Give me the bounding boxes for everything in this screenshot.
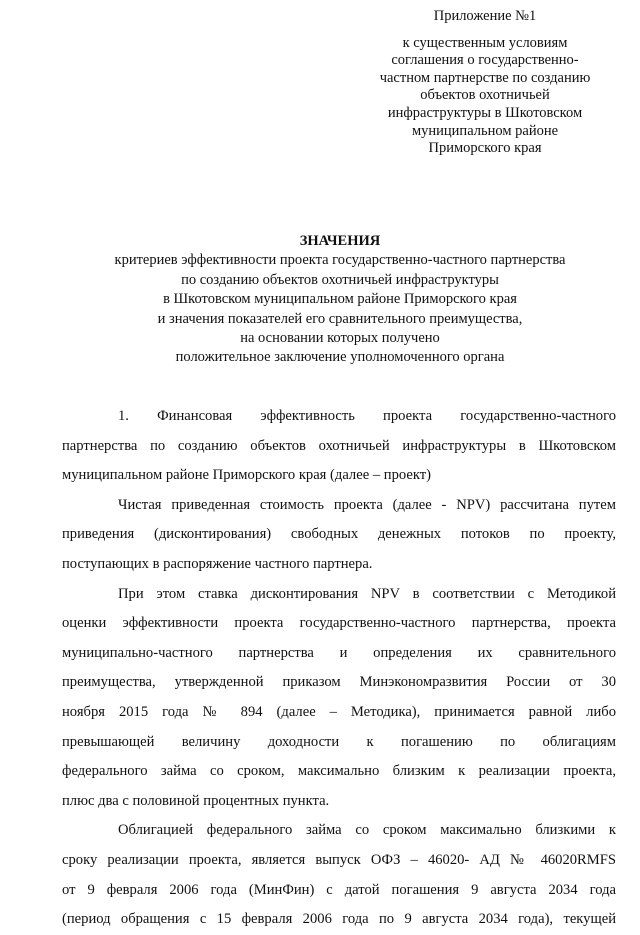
text-line: 1. Финансовая эффективность проекта государственно-частного xyxy=(118,408,616,424)
appendix-line: Приморского края xyxy=(428,140,542,157)
title-line: по созданию объектов охотничьей инфраструктуры xyxy=(181,271,499,288)
text-line: (период обращения с 15 февраля 2006 года по 9 августа 2034 года), текущей xyxy=(62,911,616,928)
text-line: от 9 февраля 2006 года (МинФин) с датой погашения 9 августа 2034 года xyxy=(62,881,616,898)
text-line: оценки эффективности проекта государственно-частного партнерства, проекта xyxy=(62,615,616,632)
title-line: и значения показателей его сравнительного преимущества, xyxy=(157,310,523,327)
text-line: ноября 2015 года № 894 (далее – Методика), принимается равной либо xyxy=(62,703,616,720)
text-line: преимущества, утвержденной приказом Минэкономразвития России от 30 xyxy=(62,674,616,691)
text-line: приведения (дисконтирования) свободных денежных потоков по проекту, xyxy=(62,526,616,543)
title-line: критериев эффективности проекта государственно-частного партнерства xyxy=(114,252,566,269)
appendix-line: объектов охотничьей xyxy=(420,87,550,104)
paragraph-discount-rate xyxy=(62,580,616,817)
title-line: на основании которых получено xyxy=(240,330,440,347)
document-body xyxy=(62,402,616,935)
text-line: превышающей величину доходности к погашению по облигациям xyxy=(62,733,616,750)
appendix-line: инфраструктуры в Шкотовском xyxy=(387,104,583,121)
text-line: федерального займа со сроком, максимально близким к реализации проекта, xyxy=(62,763,616,780)
text-line: Облигацией федерального займа со сроком максимально близкими к xyxy=(118,822,616,839)
paragraph-financial-efficiency xyxy=(62,402,616,491)
text-line: сроку реализации проекта, является выпуск ОФЗ – 46020- АД № 46020RMFS xyxy=(62,851,616,868)
text-line: плюс два с половиной процентных пункта. xyxy=(62,792,330,809)
text-line: Чистая приведенная стоимость проекта (далее - NPV) рассчитана путем xyxy=(118,496,616,513)
text-line: поступающих в распоряжение частного партнера. xyxy=(62,555,373,572)
appendix-header xyxy=(360,8,610,158)
appendix-line: соглашения о государственно- xyxy=(391,52,579,69)
text-line: При этом ставка дисконтирования NPV в соответствии с Методикой xyxy=(118,585,616,602)
paragraph-federal-bond xyxy=(62,816,616,934)
title-heading: ЗНАЧЕНИЯ xyxy=(299,233,381,249)
title-line: положительное заключение уполномоченного органа xyxy=(175,349,505,366)
text-line: муниципальном районе Приморского края (далее – проект) xyxy=(62,467,431,484)
paragraph-npv xyxy=(62,491,616,580)
text-line: муниципально-частного партнерства и определения их сравнительного xyxy=(62,644,616,661)
appendix-line: частном партнерстве по созданию xyxy=(379,69,591,86)
appendix-line: муниципальном районе xyxy=(411,122,559,139)
text-line: партнерства по созданию объектов охотничьей инфраструктуры в Шкотовском xyxy=(62,437,616,454)
appendix-number: Приложение №1 xyxy=(433,8,537,24)
appendix-line: к существенным условиям xyxy=(402,34,568,51)
document-title xyxy=(60,232,620,368)
title-line: в Шкотовском муниципальном районе Приморского края xyxy=(163,291,517,308)
